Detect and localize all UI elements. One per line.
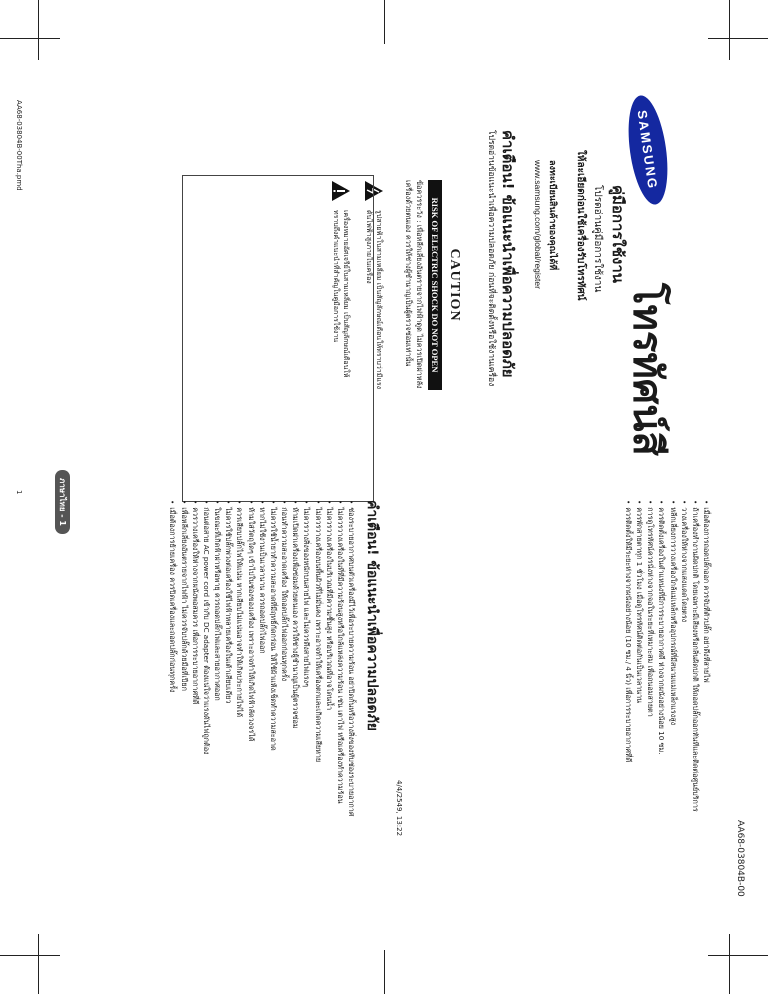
bullet-item: • ก่อนต่อสาย AC power cord เข้ากับ DC adapter ต้องแน่ใจว่าแรงดันไฟถูกต้อง (201, 500, 212, 920)
crop-mark (708, 955, 768, 956)
page-label: ภาษาไทย - 1 (55, 470, 70, 534)
lightning-symbol-text: รูปสายฟ้าในสามเหลี่ยม เป็นสัญลักษณ์เตือนให้ทราบว่ามีแรงดันไฟฟ้าสูงภายในเครื่อง (364, 210, 384, 390)
caution-text: ข้อควรระวัง : เพื่อหลีกเลี่ยงอันตรายจากไฟฟ้าดูด ไม่ควรเปิดฝาหลังเครื่องด้วยตนเอง ควรให้ช่างผู้ชำนาญเป็นผู้ตรวจซ่อมเท่านั้น (404, 180, 424, 389)
bullet-item: • วางเครื่องให้ห่างจากแสงแดดโดยตรง (679, 500, 690, 900)
column3 (623, 500, 712, 900)
manual-subtitle: โปรดอ่านคู่มือการใช้งาน (592, 185, 603, 293)
bullet-item: • ไม่ควรใช้น้ำยาทำความสะอาดที่มีฤทธิ์กัดกร่อน ให้ใช้ผ้าแห้งเช็ดทำความสะอาด (268, 500, 279, 920)
bullet-item: • ช่องระบายอากาศบนตัวเครื่องมีไว้เพื่อระบายความร้อน อย่าปิดกั้นหรือวางสิ่งของทับช่องระบายอากาศ (346, 500, 357, 920)
crop-mark (729, 0, 730, 60)
document-code: AA68-03804B-00 (735, 820, 745, 897)
crop-mark (0, 955, 60, 956)
bullet-item: • เพื่อหลีกเลี่ยงอันตรายจากไฟฟ้า ไม่ควรจับปลั๊กด้วยมือที่เปียก (179, 500, 190, 920)
bullet-item: • เมื่อต้องการย้ายเครื่อง ควรปิดเครื่องและถอดปลั๊กก่อนทุกครั้ง (167, 500, 178, 920)
bullet-item: • ควรเสียบปลั๊กไฟให้แน่น หากเสียบไม่แน่นอาจทำให้เกิดประกายไฟได้ (234, 500, 245, 920)
exclamation-symbol-text: เครื่องหมายอัศเจรีย์ในสามเหลี่ยม เป็นสัญลักษณ์เตือนให้ทราบถึงคำแนะนำที่สำคัญในคู่มือการใช้งาน (331, 210, 351, 378)
bullet-item: • ไม่ควรวางเครื่องในที่ที่มีความร้อนสูงหรือใกล้แหล่งความร้อน เช่น เตาไฟ หรือเครื่องทำความร้อน (335, 500, 346, 920)
manual-subtitle-2: ให้ละเอียดก่อนใช้เครื่องรับโทรทัศน์ (575, 150, 586, 301)
samsung-logo: SAMSUNG (623, 93, 674, 207)
crop-mark (384, 950, 385, 994)
bullet-item: • ควรติดตั้งให้มีระยะห่างจากผนังอย่างน้อย (10 ซม./ 4 นิ้ว) เพื่อการระบายอากาศที่ดี (623, 500, 634, 900)
crop-mark (384, 0, 385, 44)
safety-intro: โปรดอ่านข้อแนะนำเพื่อความปลอดภัย ก่อนที่จะติดตั้งหรือใช้งานเครื่อง (486, 130, 496, 387)
file-name-label: AA68-03804B-00Tha.pmd (15, 100, 23, 191)
manual-title: คู่มือการใช้งาน (609, 185, 627, 283)
crop-mark (729, 934, 730, 994)
bullet-item: • ควรพักสายตาทุก 1 ชั่วโมง เมื่อดูโทรทัศน์ติดต่อกันเป็นเวลานาน (634, 500, 645, 900)
crop-mark (708, 38, 768, 39)
bullet-item: • ไม่ควรวางเครื่องบนพื้นผิวที่ไม่มั่นคง เพราะอาจทำให้เครื่องตกและเกิดความเสียหาย (312, 500, 323, 920)
bullet-item: • ก่อนทำความสะอาดเครื่อง ให้ถอดปลั๊กไฟออกก่อนทุกครั้ง (279, 500, 290, 920)
bullet-item: • ควรวางเครื่องให้ห่างจากผนังพอสมควร เพื่อการระบายอากาศที่ดี (190, 500, 201, 920)
crop-mark (38, 0, 39, 60)
column2 (167, 500, 383, 920)
bullet-item: • ห้ามใส่วัตถุใดๆ เข้าไปในช่องของเครื่อง เพราะอาจทำให้เกิดไฟฟ้าลัดวงจรได้ (245, 500, 256, 920)
file-page-number: 1 (15, 490, 23, 495)
product-title: โทรทัศน์สี (624, 283, 670, 456)
safety-heading: คำเตือน! ข้อแนะนำเพื่อความปลอดภัย (499, 130, 517, 378)
bullet-item: • ไม่ควรใช้ปลั๊กพ่วงต่อเครื่องใช้ไฟฟ้าหลายเครื่องในเต้าเสียบเดียว (223, 500, 234, 920)
bullet-item: • หากไม่ใช้งานเป็นเวลานาน ควรถอดปลั๊กไฟออก (257, 500, 268, 920)
print-date-label: 4/4/2549, 13:22 (395, 780, 403, 837)
caution-bar: RISK OF ELECTRIC SHOCK DO NOT OPEN (428, 180, 442, 390)
crop-mark (38, 934, 39, 994)
bullet-item: • ห้ามเปิดฝาเครื่องเพื่อซ่อมด้วยตนเอง ควรให้ช่างผู้ชำนาญเป็นผู้ตรวจซ่อม (290, 500, 301, 920)
bullet-item: • ในขณะที่เกิดฟ้าผ่าหรือพายุ ควรถอดปลั๊กไฟและสายอากาศออก (212, 500, 223, 920)
crop-mark (0, 38, 60, 39)
register-url[interactable]: www.samsung.com/global/register (533, 160, 543, 289)
column2-list (167, 500, 357, 920)
column2-heading: คำเตือน! ข้อแนะนำเพื่อความปลอดภัย (364, 500, 380, 731)
register-label: ลงทะเบียนสินค้าของคุณได้ที่ (547, 160, 557, 271)
bullet-item: • ไม่ควรวางสิ่งของหนักบนสายไฟ และไม่ควรดึงสายไฟแรงๆ (301, 500, 312, 920)
bullet-item: • ไม่ควรวางเครื่องในบริเวณที่มีความชื้นสูง หรือบริเวณที่อาจโดนน้ำ (324, 500, 335, 920)
bullet-item: • หลีกเลี่ยงการวางเครื่องใกล้แม่เหล็กหรืออุปกรณ์ที่มีสนามแม่เหล็กแรงสูง (667, 500, 678, 900)
bullet-item: • เมื่อต้องการถอดปลั๊กออก ควรจับที่ตัวปลั๊ก อย่าดึงที่สายไฟ (701, 500, 712, 900)
column3-list (623, 500, 712, 900)
bullet-item: • ควรติดตั้งเครื่องในตำแหน่งที่มีการระบายอากาศดี ห่างจากผนังอย่างน้อย 10 ซม. (656, 500, 667, 900)
bullet-item: • การดูโทรทัศน์ควรนั่งห่างจากจอในระยะที่เหมาะสม เพื่อถนอมสายตา (645, 500, 656, 900)
manual-title-block (606, 185, 630, 283)
bullet-item: • ถ้าเครื่องทำงานผิดปกติ โดยเฉพาะมีเสียงหรือกลิ่นผิดปกติ ให้ถอดปลั๊กออกทันทีและติดต่อศูนย์บริการ (690, 500, 701, 900)
caution-title: CAUTION (447, 248, 462, 322)
caution-frame (182, 175, 374, 502)
